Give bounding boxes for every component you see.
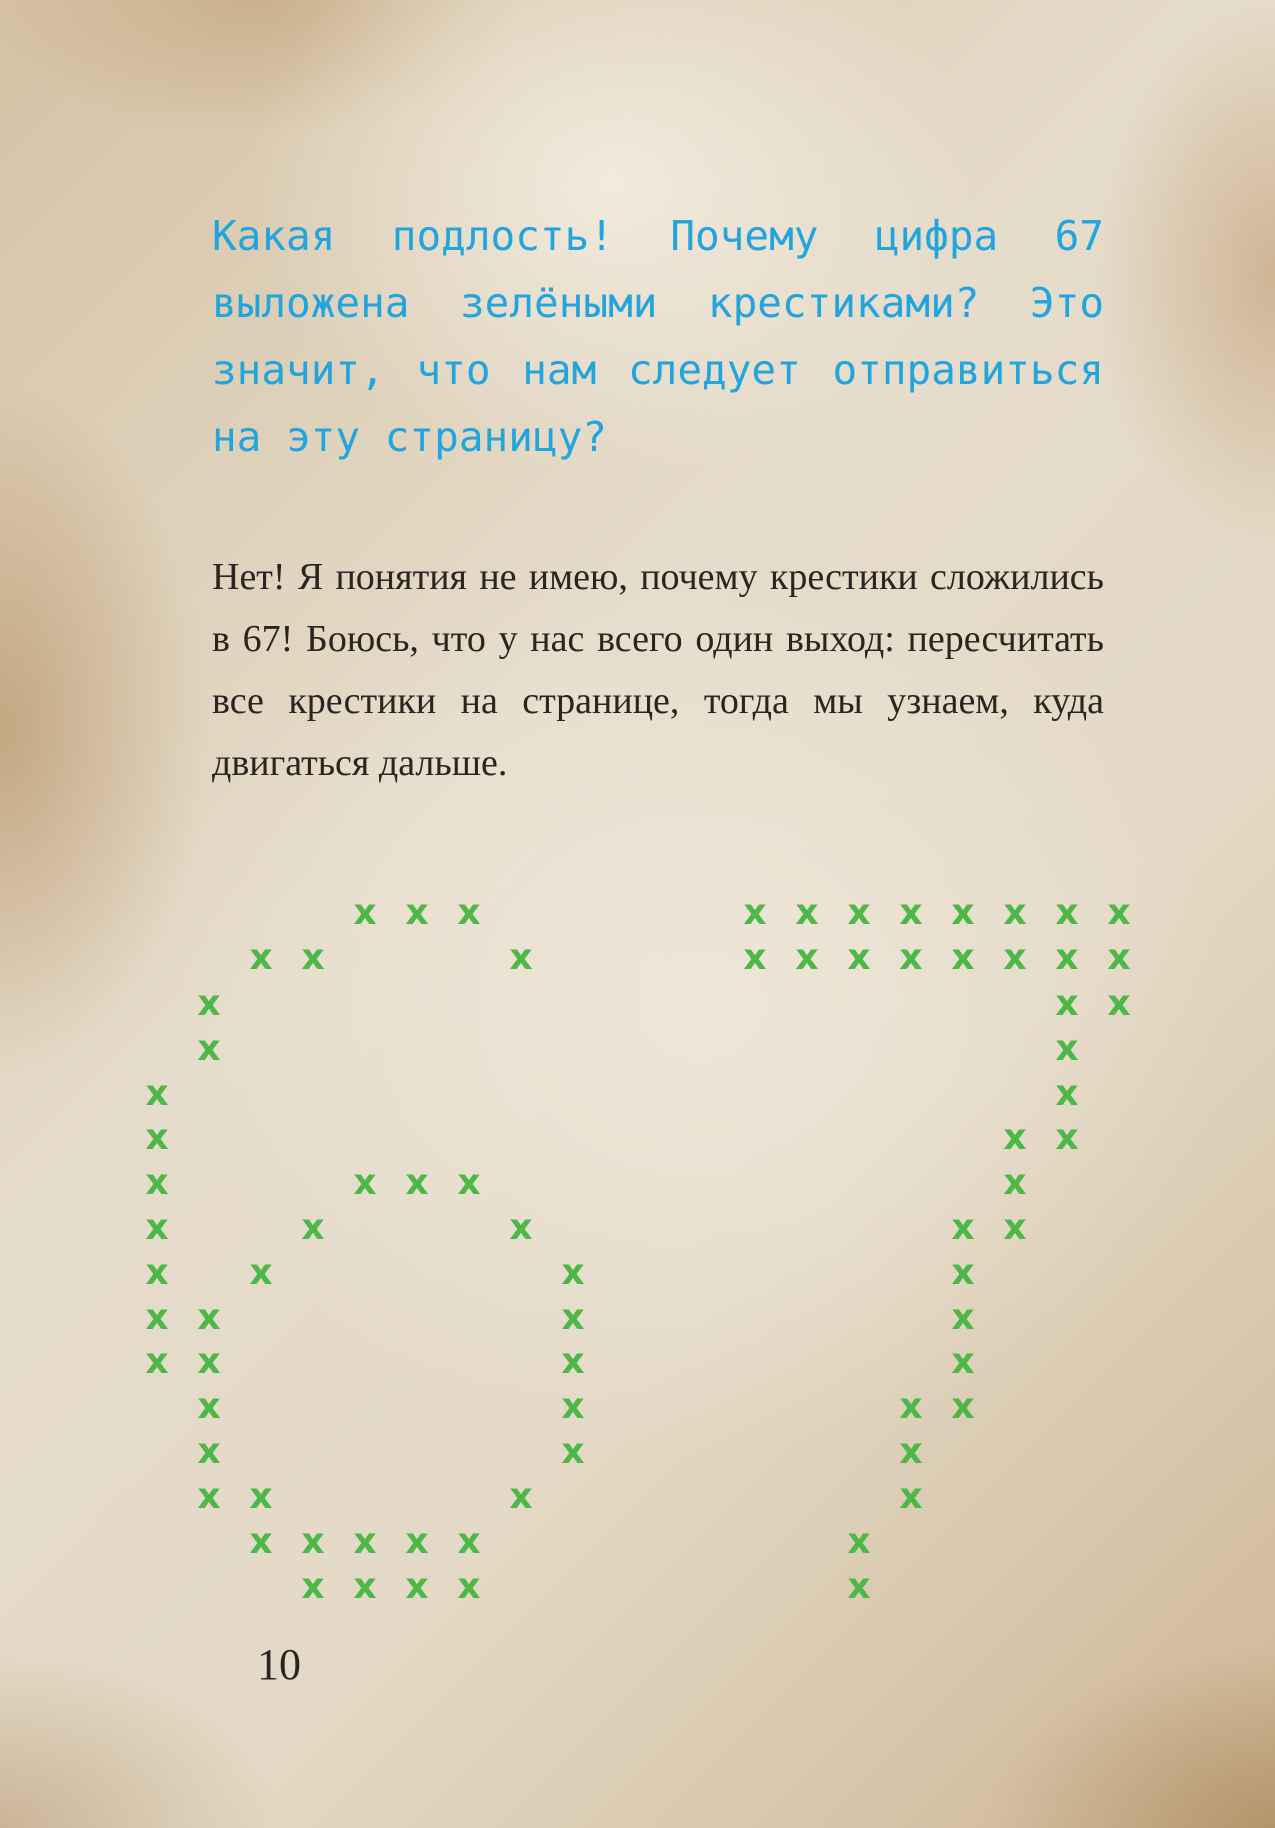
cross-mark: x — [951, 1297, 975, 1338]
cross-mark: x — [1055, 1117, 1079, 1158]
cross-mark: x — [249, 1521, 273, 1562]
cross-mark: x — [561, 1431, 585, 1472]
cross-mark: x — [1107, 983, 1131, 1024]
cross-mark: x — [847, 1521, 871, 1562]
cross-mark: x — [951, 1341, 975, 1382]
cross-mark: x — [457, 1566, 481, 1607]
cross-mark: x — [1003, 1207, 1027, 1248]
cross-mark: x — [509, 937, 533, 978]
cross-mark: x — [197, 1386, 221, 1427]
cross-mark: x — [743, 892, 767, 933]
cross-mark: x — [145, 1252, 169, 1293]
cross-mark: x — [249, 937, 273, 978]
cross-mark: x — [197, 1028, 221, 1069]
answer-paragraph: Нет! Я понятия не имею, почему крестики сложились в 67! Боюсь, что у нас всего один выход: пересчитать все крестики на странице, тогда мы узнаем, куда двигаться дальше. — [212, 556, 1104, 784]
cross-mark: x — [353, 892, 377, 933]
cross-mark: x — [145, 1341, 169, 1382]
cross-mark: x — [353, 1521, 377, 1562]
cross-mark: x — [145, 1117, 169, 1158]
cross-mark: x — [197, 1476, 221, 1517]
cross-mark: x — [795, 892, 819, 933]
cross-mark: x — [301, 937, 325, 978]
cross-mark: x — [197, 983, 221, 1024]
cross-mark: x — [1055, 1028, 1079, 1069]
cross-mark: x — [353, 1162, 377, 1203]
cross-mark: x — [145, 1207, 169, 1248]
cross-mark: x — [197, 1341, 221, 1382]
cross-mark: x — [561, 1297, 585, 1338]
cross-mark: x — [405, 1521, 429, 1562]
cross-mark: x — [1107, 892, 1131, 933]
cross-mark: x — [899, 937, 923, 978]
cross-mark: x — [249, 1476, 273, 1517]
cross-mark: x — [197, 1431, 221, 1472]
cross-mark: x — [951, 1252, 975, 1293]
cross-mark: x — [847, 892, 871, 933]
cross-mark: x — [301, 1521, 325, 1562]
cross-mark: x — [145, 1162, 169, 1203]
cross-mark: x — [1055, 1073, 1079, 1114]
cross-mark: x — [899, 1476, 923, 1517]
cross-mark: x — [197, 1297, 221, 1338]
cross-mark: x — [1055, 937, 1079, 978]
cross-mark: x — [405, 1566, 429, 1607]
cross-mark: x — [509, 1476, 533, 1517]
cross-mark: x — [353, 1566, 377, 1607]
cross-mark: x — [951, 892, 975, 933]
cross-mark: x — [743, 937, 767, 978]
cross-mark: x — [1003, 937, 1027, 978]
cross-mark: x — [899, 892, 923, 933]
cross-mark: x — [457, 1162, 481, 1203]
cross-mark: x — [1003, 1162, 1027, 1203]
page-number: 10 — [257, 1640, 301, 1689]
cross-mark: x — [301, 1207, 325, 1248]
cross-mark: x — [457, 892, 481, 933]
cross-mark: x — [561, 1341, 585, 1382]
question-paragraph: Какая подлость! Почему цифра 67 выложена зелёными крестиками? Это значит, что нам следует отправиться на эту страницу? — [212, 212, 1104, 461]
cross-mark: x — [249, 1252, 273, 1293]
cross-mark: x — [951, 937, 975, 978]
cross-mark: x — [951, 1207, 975, 1248]
cross-mark: x — [457, 1521, 481, 1562]
cross-mark: x — [795, 937, 819, 978]
cross-mark: x — [145, 1297, 169, 1338]
cross-mark: x — [405, 892, 429, 933]
cross-mark: x — [1107, 937, 1131, 978]
cross-mark: x — [899, 1386, 923, 1427]
cross-mark: x — [1003, 1117, 1027, 1158]
cross-mark: x — [847, 937, 871, 978]
cross-mark: x — [561, 1386, 585, 1427]
cross-mark: x — [1055, 983, 1079, 1024]
cross-mark: x — [301, 1566, 325, 1607]
cross-mark: x — [1003, 892, 1027, 933]
cross-mark: x — [1055, 892, 1079, 933]
cross-mark: x — [847, 1566, 871, 1607]
cross-mark: x — [405, 1162, 429, 1203]
cross-mark: x — [509, 1207, 533, 1248]
cross-mark: x — [561, 1252, 585, 1293]
cross-mark: x — [951, 1386, 975, 1427]
cross-mark: x — [899, 1431, 923, 1472]
cross-mark: x — [145, 1073, 169, 1114]
